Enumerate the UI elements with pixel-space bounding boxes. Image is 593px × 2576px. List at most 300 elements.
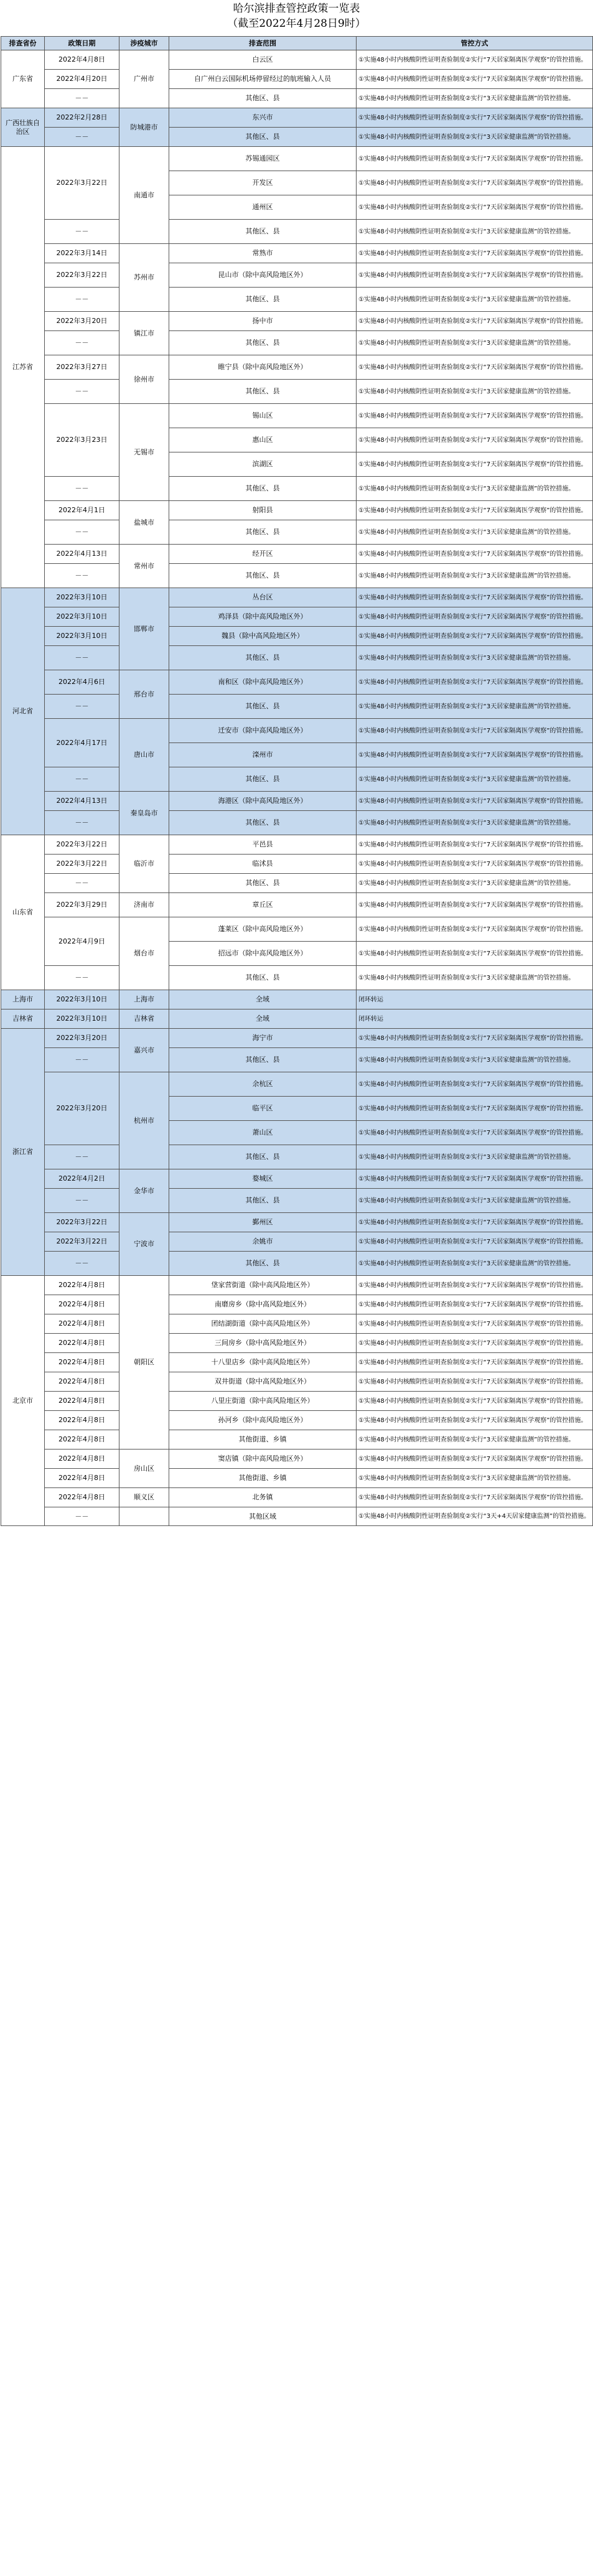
city-cell: 嘉兴市 xyxy=(119,1029,169,1072)
scope-cell: 全域 xyxy=(169,990,357,1009)
measure-cell: ①实施48小时内核酸阴性证明查验制度②实行“7天居家隔离医学观察”的管控措施。 xyxy=(357,501,593,520)
scope-cell: 其他街道、乡镇 xyxy=(169,1430,357,1450)
measure-cell: ①实施48小时内核酸阴性证明查验制度②实行“7天居家隔离医学观察”的管控措施。 xyxy=(357,893,593,917)
date-cell: 2022年4月8日 xyxy=(45,1334,119,1353)
date-cell: 2022年3月22日 xyxy=(45,263,119,288)
date-cell: 2022年4月8日 xyxy=(45,1411,119,1430)
scope-cell: 昆山市（除中高风险地区外） xyxy=(169,263,357,288)
scope-cell: 射阳县 xyxy=(169,501,357,520)
measure-cell: ①实施48小时内核酸阴性证明查验制度②实行“7天居家隔离医学观察”的管控措施。 xyxy=(357,1169,593,1189)
scope-cell: 其他区、县 xyxy=(169,1252,357,1276)
scope-cell: 其他区、县 xyxy=(169,966,357,990)
scope-cell: 海宁市 xyxy=(169,1029,357,1048)
date-cell: 2022年3月22日 xyxy=(45,855,119,874)
scope-cell: 其他区、县 xyxy=(169,520,357,545)
scope-cell: 丛台区 xyxy=(169,588,357,607)
city-cell: 盐城市 xyxy=(119,501,169,545)
city-cell: 杭州市 xyxy=(119,1072,169,1169)
measure-cell: ①实施48小时内核酸阴性证明查验制度②实行“3天居家健康监测”的管控措施。 xyxy=(357,564,593,588)
date-cell: 2022年3月10日 xyxy=(45,1009,119,1029)
measure-cell: ①实施48小时内核酸阴性证明查验制度②实行“7天居家隔离医学观察”的管控措施。 xyxy=(357,355,593,380)
measure-cell: ①实施48小时内核酸阴性证明查验制度②实行“7天居家隔离医学观察”的管控措施。 xyxy=(357,1488,593,1507)
date-cell: 2022年4月1日 xyxy=(45,501,119,520)
measure-cell: ①实施48小时内核酸阴性证明查验制度②实行“7天居家隔离医学观察”的管控措施。 xyxy=(357,1411,593,1430)
table-row xyxy=(1,1169,593,1189)
measure-cell: ①实施48小时内核酸阴性证明查验制度②实行“3天居家健康监测”的管控措施。 xyxy=(357,477,593,501)
scope-cell: 自广州白云国际机场停留经过的航班输入人员 xyxy=(169,70,357,89)
measure-cell: ①实施48小时内核酸阴性证明查验制度②实行“7天居家隔离医学观察”的管控措施。 xyxy=(357,942,593,966)
date-cell: 2022年4月8日 xyxy=(45,1430,119,1450)
province-cell: 江苏省 xyxy=(1,147,45,588)
date-cell: 2022年4月17日 xyxy=(45,719,119,767)
city-cell: 顺义区 xyxy=(119,1488,169,1507)
scope-cell: 其他区、县 xyxy=(169,1145,357,1169)
date-cell: 2022年4月13日 xyxy=(45,545,119,564)
city-cell: 徐州市 xyxy=(119,355,169,404)
measure-cell: ①实施48小时内核酸阴性证明查验制度②实行“3天居家健康监测”的管控措施。 xyxy=(357,1145,593,1169)
scope-cell: 其他区、县 xyxy=(169,695,357,719)
measure-cell: ①实施48小时内核酸阴性证明查验制度②实行“3天居家健康监测”的管控措施。 xyxy=(357,128,593,147)
measure-cell: ①实施48小时内核酸阴性证明查验制度②实行“7天居家隔离医学观察”的管控措施。 xyxy=(357,108,593,128)
scope-cell: 其他区、县 xyxy=(169,331,357,355)
date-cell: 2022年4月13日 xyxy=(45,792,119,811)
city-cell: 邯郸市 xyxy=(119,588,169,670)
header-date: 政策日期 xyxy=(45,37,119,50)
date-cell: 2022年3月22日 xyxy=(45,1213,119,1232)
page-subtitle: （截至2022年4月28日9时） xyxy=(227,17,366,30)
table-row xyxy=(1,1469,593,1488)
scope-cell: 迁安市（除中高风险地区外） xyxy=(169,719,357,743)
measure-cell: ①实施48小时内核酸阴性证明查验制度②实行“7天居家隔离医学观察”的管控措施。 xyxy=(357,1353,593,1372)
measure-cell: 闭环转运 xyxy=(357,1009,593,1029)
table-row xyxy=(1,520,593,545)
date-cell: －－ xyxy=(45,695,119,719)
scope-cell: 其他区、县 xyxy=(169,1048,357,1072)
measure-cell: ①实施48小时内核酸阴性证明查验制度②实行“3天居家健康监测”的管控措施。 xyxy=(357,874,593,893)
table-row xyxy=(1,1334,593,1353)
table-row xyxy=(1,670,593,695)
province-cell: 浙江省 xyxy=(1,1029,45,1276)
date-cell: 2022年4月8日 xyxy=(45,1488,119,1507)
city-cell: 镇江市 xyxy=(119,312,169,355)
date-cell: 2022年4月8日 xyxy=(45,1295,119,1314)
scope-cell: 白云区 xyxy=(169,50,357,70)
measure-cell: ①实施48小时内核酸阴性证明查验制度②实行“7天居家隔离医学观察”的管控措施。 xyxy=(357,1121,593,1145)
date-cell: －－ xyxy=(45,89,119,108)
measure-cell: ①实施48小时内核酸阴性证明查验制度②实行“7天居家隔离医学观察”的管控措施。 xyxy=(357,195,593,220)
measure-cell: ①实施48小时内核酸阴性证明查验制度②实行“7天居家隔离医学观察”的管控措施。 xyxy=(357,855,593,874)
scope-cell: 经开区 xyxy=(169,545,357,564)
scope-cell: 其他区、县 xyxy=(169,564,357,588)
scope-cell: 垡家营街道（除中高风险地区外） xyxy=(169,1276,357,1295)
date-cell: －－ xyxy=(45,331,119,355)
policy-table xyxy=(1,36,593,1526)
table-row xyxy=(1,835,593,855)
date-cell: 2022年4月8日 xyxy=(45,1276,119,1295)
table-row xyxy=(1,1450,593,1469)
scope-cell: 扬中市 xyxy=(169,312,357,331)
city-cell: 烟台市 xyxy=(119,917,169,990)
province-cell: 河北省 xyxy=(1,588,45,835)
measure-cell: ①实施48小时内核酸阴性证明查验制度②实行“3天居家健康监测”的管控措施。 xyxy=(357,966,593,990)
table-row xyxy=(1,50,593,70)
scope-cell: 全域 xyxy=(169,1009,357,1029)
date-cell: －－ xyxy=(45,767,119,792)
header-province: 排查省份 xyxy=(1,37,45,50)
date-cell: 2022年3月22日 xyxy=(45,835,119,855)
date-cell: －－ xyxy=(45,1507,119,1526)
table-row xyxy=(1,545,593,564)
scope-cell: 窦店镇（除中高风险地区外） xyxy=(169,1450,357,1469)
date-cell: 2022年4月8日 xyxy=(45,1469,119,1488)
measure-cell: ①实施48小时内核酸阴性证明查验制度②实行“3天居家健康监测”的管控措施。 xyxy=(357,1430,593,1450)
table-row xyxy=(1,1276,593,1295)
table-row xyxy=(1,874,593,893)
table-row xyxy=(1,990,593,1009)
city-cell: 苏州市 xyxy=(119,244,169,312)
scope-cell: 十八里店乡（除中高风险地区外） xyxy=(169,1353,357,1372)
date-cell: －－ xyxy=(45,288,119,312)
city-cell: 朝阳区 xyxy=(119,1276,169,1450)
measure-cell: ①实施48小时内核酸阴性证明查验制度②实行“7天居家隔离医学观察”的管控措施。 xyxy=(357,452,593,477)
measure-cell: ①实施48小时内核酸阴性证明查验制度②实行“7天居家隔离医学观察”的管控措施。 xyxy=(357,1097,593,1121)
scope-cell: 滨湖区 xyxy=(169,452,357,477)
date-cell: －－ xyxy=(45,520,119,545)
scope-cell: 其他区、县 xyxy=(169,477,357,501)
measure-cell: ①实施48小时内核酸阴性证明查验制度②实行“7天居家隔离医学观察”的管控措施。 xyxy=(357,743,593,767)
table-row xyxy=(1,1029,593,1048)
measure-cell: ①实施48小时内核酸阴性证明查验制度②实行“7天居家隔离医学观察”的管控措施。 xyxy=(357,404,593,428)
measure-cell: ①实施48小时内核酸阴性证明查验制度②实行“3天居家健康监测”的管控措施。 xyxy=(357,1252,593,1276)
date-cell: 2022年4月8日 xyxy=(45,1450,119,1469)
measure-cell: ①实施48小时内核酸阴性证明查验制度②实行“3天+4天居家健康监测”的管控措施。 xyxy=(357,1507,593,1526)
table-row xyxy=(1,1252,593,1276)
table-row xyxy=(1,220,593,244)
measure-cell: ①实施48小时内核酸阴性证明查验制度②实行“7天居家隔离医学观察”的管控措施。 xyxy=(357,1295,593,1314)
date-cell: 2022年4月8日 xyxy=(45,1353,119,1372)
measure-cell: ①实施48小时内核酸阴性证明查验制度②实行“7天居家隔离医学观察”的管控措施。 xyxy=(357,670,593,695)
measure-cell: ①实施48小时内核酸阴性证明查验制度②实行“7天居家隔离医学观察”的管控措施。 xyxy=(357,917,593,942)
city-cell: 济南市 xyxy=(119,893,169,917)
measure-cell: ①实施48小时内核酸阴性证明查验制度②实行“7天居家隔离医学观察”的管控措施。 xyxy=(357,1213,593,1232)
city-cell: 南通市 xyxy=(119,147,169,244)
measure-cell: ①实施48小时内核酸阴性证明查验制度②实行“7天居家隔离医学观察”的管控措施。 xyxy=(357,1029,593,1048)
measure-cell: 闭环转运 xyxy=(357,990,593,1009)
measure-cell: ①实施48小时内核酸阴性证明查验制度②实行“7天居家隔离医学观察”的管控措施。 xyxy=(357,835,593,855)
date-cell: －－ xyxy=(45,564,119,588)
measure-cell: ①实施48小时内核酸阴性证明查验制度②实行“3天居家健康监测”的管控措施。 xyxy=(357,767,593,792)
table-row xyxy=(1,627,593,646)
scope-cell: 三间房乡（除中高风险地区外） xyxy=(169,1334,357,1353)
scope-cell: 其他区、县 xyxy=(169,128,357,147)
city-cell: 上海市 xyxy=(119,990,169,1009)
measure-cell: ①实施48小时内核酸阴性证明查验制度②实行“7天居家隔离医学观察”的管控措施。 xyxy=(357,1372,593,1392)
table-row xyxy=(1,244,593,263)
scope-cell: 常熟市 xyxy=(169,244,357,263)
scope-cell: 蓬莱区（除中高风险地区外） xyxy=(169,917,357,942)
date-cell: 2022年4月2日 xyxy=(45,1169,119,1189)
scope-cell: 临平区 xyxy=(169,1097,357,1121)
measure-cell: ①实施48小时内核酸阴性证明查验制度②实行“7天居家隔离医学观察”的管控措施。 xyxy=(357,244,593,263)
table-row xyxy=(1,695,593,719)
measure-cell: ①实施48小时内核酸阴性证明查验制度②实行“3天居家健康监测”的管控措施。 xyxy=(357,288,593,312)
scope-cell: 其他区、县 xyxy=(169,89,357,108)
province-cell: 北京市 xyxy=(1,1276,45,1526)
scope-cell: 北务镇 xyxy=(169,1488,357,1507)
table-row xyxy=(1,646,593,670)
scope-cell: 苏锡通园区 xyxy=(169,147,357,171)
measure-cell: ①实施48小时内核酸阴性证明查验制度②实行“7天居家隔离医学观察”的管控措施。 xyxy=(357,312,593,331)
table-row xyxy=(1,564,593,588)
table-row xyxy=(1,811,593,835)
measure-cell: ①实施48小时内核酸阴性证明查验制度②实行“7天居家隔离医学观察”的管控措施。 xyxy=(357,1450,593,1469)
table-row xyxy=(1,1392,593,1411)
table-row xyxy=(1,607,593,627)
scope-cell: 魏县（除中高风险地区外） xyxy=(169,627,357,646)
scope-cell: 临沭县 xyxy=(169,855,357,874)
date-cell: 2022年4月20日 xyxy=(45,70,119,89)
measure-cell: ①实施48小时内核酸阴性证明查验制度②实行“7天居家隔离医学观察”的管控措施。 xyxy=(357,627,593,646)
table-row xyxy=(1,1072,593,1097)
measure-cell: ①实施48小时内核酸阴性证明查验制度②实行“7天居家隔离医学观察”的管控措施。 xyxy=(357,792,593,811)
table-row xyxy=(1,89,593,108)
province-cell: 广东省 xyxy=(1,50,45,108)
date-cell: 2022年4月6日 xyxy=(45,670,119,695)
measure-cell: ①实施48小时内核酸阴性证明查验制度②实行“3天居家健康监测”的管控措施。 xyxy=(357,89,593,108)
date-cell: －－ xyxy=(45,1189,119,1213)
scope-cell: 睢宁县（除中高风险地区外） xyxy=(169,355,357,380)
measure-cell: ①实施48小时内核酸阴性证明查验制度②实行“7天居家隔离医学观察”的管控措施。 xyxy=(357,147,593,171)
date-cell: 2022年3月23日 xyxy=(45,404,119,477)
scope-cell: 南磨房乡（除中高风险地区外） xyxy=(169,1295,357,1314)
scope-cell: 其他区、县 xyxy=(169,646,357,670)
table-row xyxy=(1,355,593,380)
table-row xyxy=(1,1507,593,1526)
scope-cell: 鄞州区 xyxy=(169,1213,357,1232)
measure-cell: ①实施48小时内核酸阴性证明查验制度②实行“7天居家隔离医学观察”的管控措施。 xyxy=(357,70,593,89)
measure-cell: ①实施48小时内核酸阴性证明查验制度②实行“3天居家健康监测”的管控措施。 xyxy=(357,646,593,670)
date-cell: －－ xyxy=(45,1252,119,1276)
date-cell: 2022年3月27日 xyxy=(45,355,119,380)
province-cell: 上海市 xyxy=(1,990,45,1009)
measure-cell: ①实施48小时内核酸阴性证明查验制度②实行“3天居家健康监测”的管控措施。 xyxy=(357,331,593,355)
date-cell: －－ xyxy=(45,128,119,147)
scope-cell: 招远市（除中高风险地区外） xyxy=(169,942,357,966)
scope-cell: 余姚市 xyxy=(169,1232,357,1252)
table-row xyxy=(1,1488,593,1507)
measure-cell: ①实施48小时内核酸阴性证明查验制度②实行“7天居家隔离医学观察”的管控措施。 xyxy=(357,1276,593,1295)
scope-cell: 双井街道（除中高风险地区外） xyxy=(169,1372,357,1392)
table-row xyxy=(1,1189,593,1213)
table-body xyxy=(1,50,593,1526)
measure-cell: ①实施48小时内核酸阴性证明查验制度②实行“7天居家隔离医学观察”的管控措施。 xyxy=(357,1392,593,1411)
date-cell: 2022年3月22日 xyxy=(45,1232,119,1252)
city-cell: 临沂市 xyxy=(119,835,169,893)
scope-cell: 通州区 xyxy=(169,195,357,220)
city-cell: 秦皇岛市 xyxy=(119,792,169,835)
scope-cell: 其他区、县 xyxy=(169,767,357,792)
city-cell: 宁波市 xyxy=(119,1213,169,1276)
measure-cell: ①实施48小时内核酸阴性证明查验制度②实行“7天居家隔离医学观察”的管控措施。 xyxy=(357,50,593,70)
scope-cell: 章丘区 xyxy=(169,893,357,917)
header-measures: 管控方式 xyxy=(357,37,593,50)
date-cell: 2022年3月22日 xyxy=(45,147,119,220)
table-row xyxy=(1,128,593,147)
date-cell: 2022年4月9日 xyxy=(45,917,119,966)
table-row xyxy=(1,1213,593,1232)
date-cell: －－ xyxy=(45,220,119,244)
table-row xyxy=(1,1145,593,1169)
date-cell: －－ xyxy=(45,966,119,990)
table-row xyxy=(1,477,593,501)
scope-cell: 其他区、县 xyxy=(169,288,357,312)
scope-cell: 南和区（除中高风险地区外） xyxy=(169,670,357,695)
city-cell: 邢台市 xyxy=(119,670,169,719)
table-row xyxy=(1,312,593,331)
table-row xyxy=(1,263,593,288)
table-row xyxy=(1,719,593,743)
measure-cell: ①实施48小时内核酸阴性证明查验制度②实行“3天居家健康监测”的管控措施。 xyxy=(357,1189,593,1213)
city-cell: 无锡市 xyxy=(119,404,169,501)
measure-cell: ①实施48小时内核酸阴性证明查验制度②实行“3天居家健康监测”的管控措施。 xyxy=(357,1469,593,1488)
scope-cell: 其他街道、乡镇 xyxy=(169,1469,357,1488)
table-row xyxy=(1,288,593,312)
date-cell: 2022年4月8日 xyxy=(45,1314,119,1334)
date-cell: 2022年4月8日 xyxy=(45,1372,119,1392)
measure-cell: ①实施48小时内核酸阴性证明查验制度②实行“7天居家隔离医学观察”的管控措施。 xyxy=(357,1314,593,1334)
date-cell: 2022年4月8日 xyxy=(45,50,119,70)
scope-cell: 其他区域 xyxy=(169,1507,357,1526)
date-cell: 2022年3月20日 xyxy=(45,1029,119,1048)
table-row xyxy=(1,917,593,942)
measure-cell: ①实施48小时内核酸阴性证明查验制度②实行“7天居家隔离医学观察”的管控措施。 xyxy=(357,171,593,195)
table-row xyxy=(1,1232,593,1252)
scope-cell: 八里庄街道（除中高风险地区外） xyxy=(169,1392,357,1411)
table-row xyxy=(1,1353,593,1372)
scope-cell: 其他区、县 xyxy=(169,380,357,404)
scope-cell: 萧山区 xyxy=(169,1121,357,1145)
city-cell: 常州市 xyxy=(119,545,169,588)
measure-cell: ①实施48小时内核酸阴性证明查验制度②实行“3天居家健康监测”的管控措施。 xyxy=(357,520,593,545)
date-cell: －－ xyxy=(45,380,119,404)
table-row xyxy=(1,1314,593,1334)
scope-cell: 锡山区 xyxy=(169,404,357,428)
measure-cell: ①实施48小时内核酸阴性证明查验制度②实行“7天居家隔离医学观察”的管控措施。 xyxy=(357,263,593,288)
date-cell: －－ xyxy=(45,1145,119,1169)
city-cell: 防城港市 xyxy=(119,108,169,147)
scope-cell: 平邑县 xyxy=(169,835,357,855)
measure-cell: ①实施48小时内核酸阴性证明查验制度②实行“7天居家隔离医学观察”的管控措施。 xyxy=(357,1334,593,1353)
table-row xyxy=(1,855,593,874)
scope-cell: 其他区、县 xyxy=(169,874,357,893)
scope-cell: 海港区（除中高风险地区外） xyxy=(169,792,357,811)
scope-cell: 孙河乡（除中高风险地区外） xyxy=(169,1411,357,1430)
province-cell: 广西壮族自治区 xyxy=(1,108,45,147)
table-row xyxy=(1,893,593,917)
city-cell xyxy=(119,1507,169,1526)
scope-cell: 余杭区 xyxy=(169,1072,357,1097)
scope-cell: 其他区、县 xyxy=(169,1189,357,1213)
date-cell: 2022年3月20日 xyxy=(45,312,119,331)
date-cell: 2022年3月10日 xyxy=(45,588,119,607)
header-city: 涉疫城市 xyxy=(119,37,169,50)
scope-cell: 惠山区 xyxy=(169,428,357,452)
table-row xyxy=(1,1430,593,1450)
measure-cell: ①实施48小时内核酸阴性证明查验制度②实行“3天居家健康监测”的管控措施。 xyxy=(357,695,593,719)
table-row xyxy=(1,588,593,607)
date-cell: －－ xyxy=(45,811,119,835)
scope-cell: 婺城区 xyxy=(169,1169,357,1189)
table-row xyxy=(1,966,593,990)
date-cell: 2022年3月14日 xyxy=(45,244,119,263)
table-row xyxy=(1,70,593,89)
page-title: 哈尔滨排查管控政策一览表 xyxy=(233,2,360,15)
measure-cell: ①实施48小时内核酸阴性证明查验制度②实行“7天居家隔离医学观察”的管控措施。 xyxy=(357,545,593,564)
measure-cell: ①实施48小时内核酸阴性证明查验制度②实行“3天居家健康监测”的管控措施。 xyxy=(357,811,593,835)
date-cell: －－ xyxy=(45,646,119,670)
measure-cell: ①实施48小时内核酸阴性证明查验制度②实行“7天居家隔离医学观察”的管控措施。 xyxy=(357,719,593,743)
measure-cell: ①实施48小时内核酸阴性证明查验制度②实行“7天居家隔离医学观察”的管控措施。 xyxy=(357,607,593,627)
date-cell: 2022年2月28日 xyxy=(45,108,119,128)
table-row xyxy=(1,108,593,128)
table-row xyxy=(1,1295,593,1314)
scope-cell: 团结湖街道（除中高风险地区外） xyxy=(169,1314,357,1334)
date-cell: 2022年3月10日 xyxy=(45,607,119,627)
measure-cell: ①实施48小时内核酸阴性证明查验制度②实行“3天居家健康监测”的管控措施。 xyxy=(357,380,593,404)
page-header xyxy=(0,0,593,36)
measure-cell: ①实施48小时内核酸阴性证明查验制度②实行“7天居家隔离医学观察”的管控措施。 xyxy=(357,428,593,452)
table-row xyxy=(1,404,593,428)
date-cell: 2022年4月8日 xyxy=(45,1392,119,1411)
city-cell: 唐山市 xyxy=(119,719,169,792)
measure-cell: ①实施48小时内核酸阴性证明查验制度②实行“3天居家健康监测”的管控措施。 xyxy=(357,1048,593,1072)
measure-cell: ①实施48小时内核酸阴性证明查验制度②实行“3天居家健康监测”的管控措施。 xyxy=(357,220,593,244)
scope-cell: 滦州市 xyxy=(169,743,357,767)
table-row xyxy=(1,1048,593,1072)
scope-cell: 其他区、县 xyxy=(169,811,357,835)
date-cell: 2022年3月10日 xyxy=(45,627,119,646)
province-cell: 山东省 xyxy=(1,835,45,990)
measure-cell: ①实施48小时内核酸阴性证明查验制度②实行“7天居家隔离医学观察”的管控措施。 xyxy=(357,1072,593,1097)
scope-cell: 开发区 xyxy=(169,171,357,195)
table-row xyxy=(1,767,593,792)
date-cell: －－ xyxy=(45,874,119,893)
table-row xyxy=(1,331,593,355)
date-cell: －－ xyxy=(45,477,119,501)
date-cell: 2022年3月10日 xyxy=(45,990,119,1009)
measure-cell: ①实施48小时内核酸阴性证明查验制度②实行“7天居家隔离医学观察”的管控措施。 xyxy=(357,588,593,607)
date-cell: 2022年3月29日 xyxy=(45,893,119,917)
scope-cell: 东兴市 xyxy=(169,108,357,128)
date-cell: 2022年3月20日 xyxy=(45,1072,119,1145)
date-cell: －－ xyxy=(45,1048,119,1072)
city-cell: 广州市 xyxy=(119,50,169,108)
city-cell: 房山区 xyxy=(119,1450,169,1488)
scope-cell: 其他区、县 xyxy=(169,220,357,244)
scope-cell: 鸡泽县（除中高风险地区外） xyxy=(169,607,357,627)
province-cell: 吉林省 xyxy=(1,1009,45,1029)
table-row xyxy=(1,147,593,171)
city-cell: 金华市 xyxy=(119,1169,169,1213)
table-row xyxy=(1,1411,593,1430)
measure-cell: ①实施48小时内核酸阴性证明查验制度②实行“7天居家隔离医学观察”的管控措施。 xyxy=(357,1232,593,1252)
table-row xyxy=(1,380,593,404)
city-cell: 吉林省 xyxy=(119,1009,169,1029)
table-row xyxy=(1,501,593,520)
table-row xyxy=(1,792,593,811)
table-row xyxy=(1,1009,593,1029)
header-scope: 排查范围 xyxy=(169,37,357,50)
